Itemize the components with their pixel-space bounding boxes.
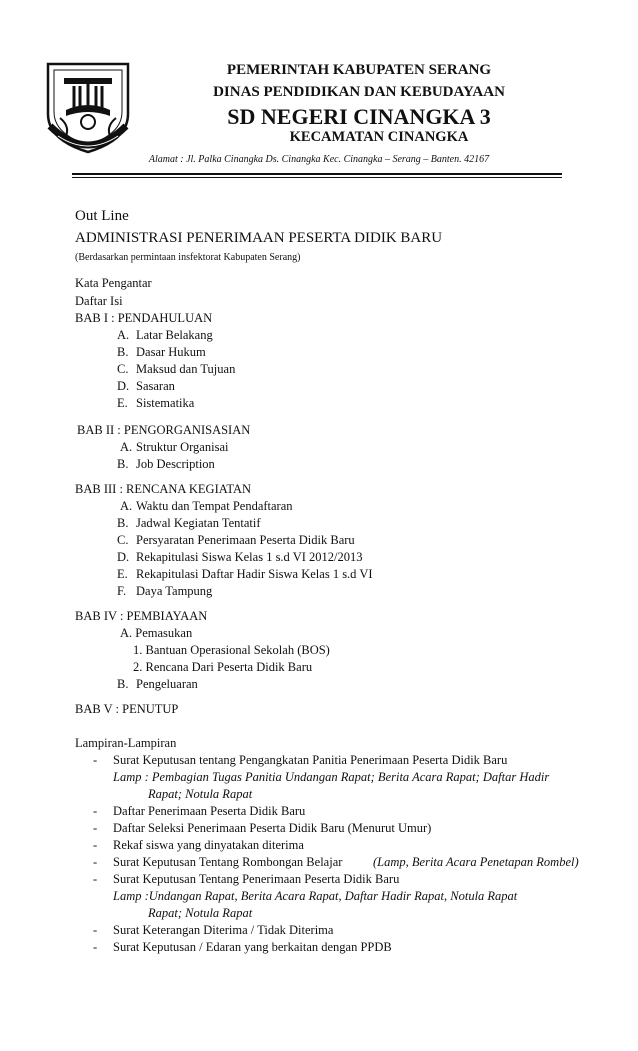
lampiran-note: (Lamp, Berita Acara Penetapan Rombel) — [373, 855, 579, 869]
lampiran-item: Surat Keputusan Tentang Rombongan Belajar — [113, 855, 343, 869]
toc-kata-pengantar: Kata Pengantar — [75, 276, 152, 290]
lampiran-item: Surat Keterangan Diterima / Tidak Diterima — [113, 923, 334, 937]
lampiran-item: Surat Keputusan tentang Pengangkatan Panitia Penerimaan Peserta Didik Baru — [113, 753, 508, 767]
bab1-title: BAB I : PENDAHULUAN — [75, 311, 213, 325]
list-item: Sasaran — [136, 379, 175, 393]
list-marker: D. — [117, 550, 130, 564]
lampiran-title: Lampiran-Lampiran — [75, 736, 177, 750]
list-item: Maksud dan Tujuan — [136, 362, 236, 376]
list-item: Jadwal Kegiatan Tentatif — [136, 516, 261, 530]
lampiran-note: Lamp : Pembagian Tugas Panitia Undangan Rapat; Berita Acara Rapat; Daftar Hadir — [113, 770, 550, 784]
list-item: Dasar Hukum — [136, 345, 206, 359]
dash-marker: - — [93, 872, 98, 886]
list-marker: A. — [117, 328, 130, 342]
list-item: Job Description — [136, 457, 215, 471]
dash-marker: - — [93, 940, 98, 954]
school-name: SD NEGERI CINANGKA 3 — [227, 104, 491, 129]
bab4-title: BAB IV : PEMBIAYAAN — [75, 609, 208, 623]
dash-marker: - — [93, 821, 98, 835]
school-address: Alamat : Jl. Palka Cinangka Ds. Cinangka Kec. Cinangka – Serang – Banten. 42167 — [148, 154, 490, 165]
list-marker: F. — [117, 584, 127, 598]
lampiran-item: Daftar Penerimaan Peserta Didik Baru — [113, 804, 306, 818]
header-rule-thick — [72, 173, 562, 175]
header-rule-thin — [72, 177, 562, 178]
dash-marker: - — [93, 804, 98, 818]
dash-marker: - — [93, 855, 98, 869]
list-item: Rekapitulasi Daftar Hadir Siswa Kelas 1 s.d VI — [136, 567, 373, 581]
lampiran-item: Surat Keputusan / Edaran yang berkaitan dengan PPDB — [113, 940, 392, 954]
list-marker: B. — [117, 457, 129, 471]
list-item: Struktur Organisai — [136, 440, 229, 454]
dash-marker: - — [93, 753, 98, 767]
gov-name: PEMERINTAH KABUPATEN SERANG — [226, 62, 492, 78]
lampiran-item: Surat Keputusan Tentang Penerimaan Peserta Didik Baru — [113, 872, 400, 886]
list-item: Rekapitulasi Siswa Kelas 1 s.d VI 2012/2013 — [136, 550, 363, 564]
lampiran-note: Lamp :Undangan Rapat, Berita Acara Rapat, Daftar Hadir Rapat, Notula Rapat — [113, 889, 518, 903]
doc-subtitle: (Berdasarkan permintaan insfektorat Kabupaten Serang) — [75, 252, 301, 263]
bab5-title: BAB V : PENUTUP — [75, 702, 179, 716]
list-item: Latar Belakang — [136, 328, 213, 342]
list-item: Sistematika — [136, 396, 195, 410]
lampiran-note: Rapat; Notula Rapat — [148, 787, 253, 801]
list-marker: E. — [117, 396, 128, 410]
bab3-title: BAB III : RENCANA KEGIATAN — [75, 482, 252, 496]
list-item: Persyaratan Penerimaan Peserta Didik Baru — [136, 533, 355, 547]
list-marker: A. — [120, 440, 133, 454]
dept-name: DINAS PENDIDIKAN DAN KEBUDAYAAN — [213, 84, 505, 100]
list-marker: B. — [117, 345, 129, 359]
list-marker: B. — [117, 516, 129, 530]
list-item: 1. Bantuan Operasional Sekolah (BOS) — [133, 643, 330, 657]
list-item: 2. Rencana Dari Peserta Didik Baru — [133, 660, 313, 674]
list-item: Waktu dan Tempat Pendaftaran — [136, 499, 293, 513]
lampiran-item: Rekaf siswa yang dinyatakan diterima — [113, 838, 304, 852]
district-name: KECAMATAN CINANGKA — [289, 129, 469, 145]
lampiran-note: Rapat; Notula Rapat — [148, 906, 253, 920]
toc-daftar-isi: Daftar Isi — [75, 294, 123, 308]
list-item: Daya Tampung — [136, 584, 213, 598]
outline-label: Out Line — [75, 208, 129, 224]
list-item: Pengeluaran — [136, 677, 198, 691]
list-marker: D. — [117, 379, 130, 393]
bab2-title: BAB II : PENGORGANISASIAN — [77, 423, 251, 437]
list-marker: A. — [120, 499, 133, 513]
dash-marker: - — [93, 838, 98, 852]
list-marker: C. — [117, 362, 129, 376]
doc-title: ADMINISTRASI PENERIMAAN PESERTA DIDIK BARU — [75, 230, 443, 246]
list-marker: B. — [117, 677, 129, 691]
list-marker: C. — [117, 533, 129, 547]
lampiran-item: Daftar Seleksi Penerimaan Peserta Didik Baru (Menurut Umur) — [113, 821, 432, 835]
list-marker: E. — [117, 567, 128, 581]
dash-marker: - — [93, 923, 98, 937]
list-item: A. Pemasukan — [120, 626, 193, 640]
